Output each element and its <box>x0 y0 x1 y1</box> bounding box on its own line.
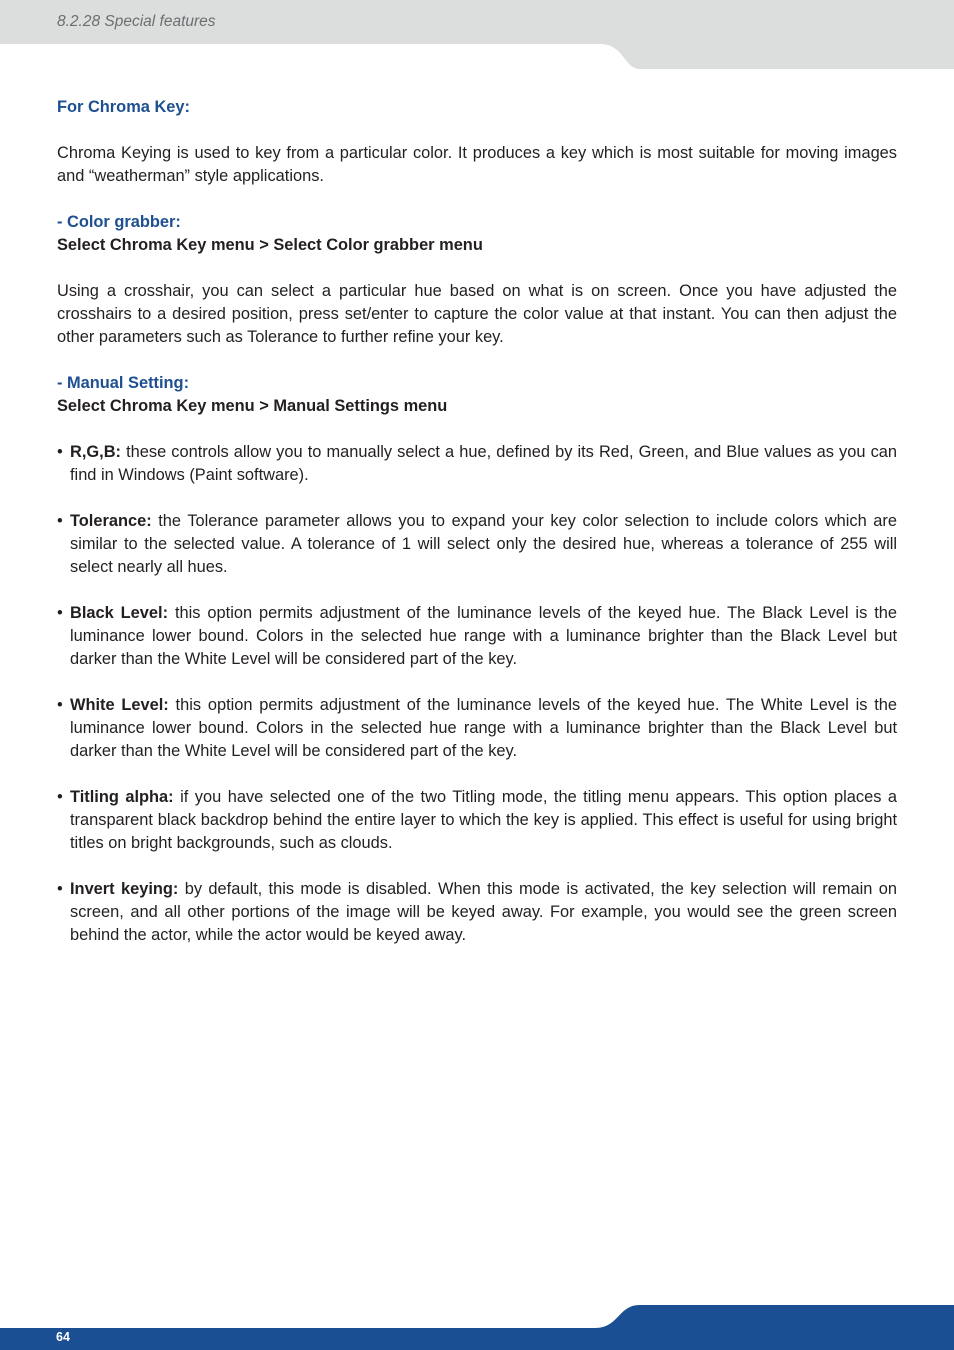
bullet-marker: • <box>57 512 63 530</box>
bullet-marker: • <box>57 443 63 461</box>
list-item-black-level <box>57 602 897 671</box>
color-grabber-description: Using a crosshair, you can select a particular hue based on what is on screen. Once you have adjusted the crosshairs to a desired position, press set/enter to capture the color value at that instant. You can then adjust the other parameters such as Tolerance to further refine your key. <box>57 282 897 346</box>
item-text: the Tolerance parameter allows you to expand your key color selection to include colors which are similar to the selected value. A tolerance of 1 will select only the desired hue, whereas a tolerance of 255 will select nearly all hues. <box>70 512 897 576</box>
item-text: this option permits adjustment of the luminance levels of the keyed hue. The White Level is the luminance lower bound. Colors in the selected hue range with a luminance brighter than the Black Level but darker than the White Level will be considered part of the key. <box>70 696 897 760</box>
intro-paragraph: Chroma Keying is used to key from a particular color. It produces a key which is most suitable for moving images and “weatherman” style applications. <box>57 144 897 185</box>
item-term: R,G,B: <box>70 443 121 461</box>
manual-setting-heading: - Manual Setting: <box>57 374 190 392</box>
document-body <box>57 96 897 947</box>
list-item-white-level <box>57 694 897 763</box>
item-text: by default, this mode is disabled. When this mode is activated, the key selection will remain on screen, and all other portions of the image will be keyed away. For example, you would see the green screen behind the actor, while the actor would be keyed away. <box>70 880 897 944</box>
list-item-tolerance <box>57 510 897 579</box>
item-term: Black Level: <box>70 604 169 622</box>
list-item-invert-keying <box>57 878 897 947</box>
list-item-titling-alpha <box>57 786 897 855</box>
color-grabber-heading: - Color grabber: <box>57 213 181 231</box>
section-header: 8.2.28 Special features <box>57 13 216 30</box>
item-text: this option permits adjustment of the luminance levels of the keyed hue. The Black Level is the luminance lower bound. Colors in the selected hue range with a luminance brighter than the Black Level but darker than the White Level will be considered part of the key. <box>70 604 897 668</box>
header-bar <box>0 0 954 70</box>
item-term: White Level: <box>70 696 169 714</box>
bullet-marker: • <box>57 788 63 806</box>
bullet-marker: • <box>57 696 63 714</box>
item-text: if you have selected one of the two Titling mode, the titling menu appears. This option places a transparent black backdrop behind the entire layer to which the key is applied. This effect is useful for using bright titles on bright backgrounds, such as clouds. <box>70 788 897 852</box>
section-title: For Chroma Key: <box>57 98 190 116</box>
manual-setting-menu-path: Select Chroma Key menu > Manual Settings menu <box>57 397 448 415</box>
color-grabber-menu-path: Select Chroma Key menu > Select Color grabber menu <box>57 236 483 254</box>
list-item-rgb <box>57 441 897 487</box>
item-text: these controls allow you to manually select a hue, defined by its Red, Green, and Blue values as you can find in Windows (Paint software). <box>70 443 897 484</box>
bullet-marker: • <box>57 604 63 622</box>
bullet-marker: • <box>57 880 63 898</box>
footer-bar <box>0 1302 954 1350</box>
item-term: Titling alpha: <box>70 788 174 806</box>
item-term: Invert keying: <box>70 880 179 898</box>
item-term: Tolerance: <box>70 512 152 530</box>
page-number: 64 <box>56 1330 70 1344</box>
